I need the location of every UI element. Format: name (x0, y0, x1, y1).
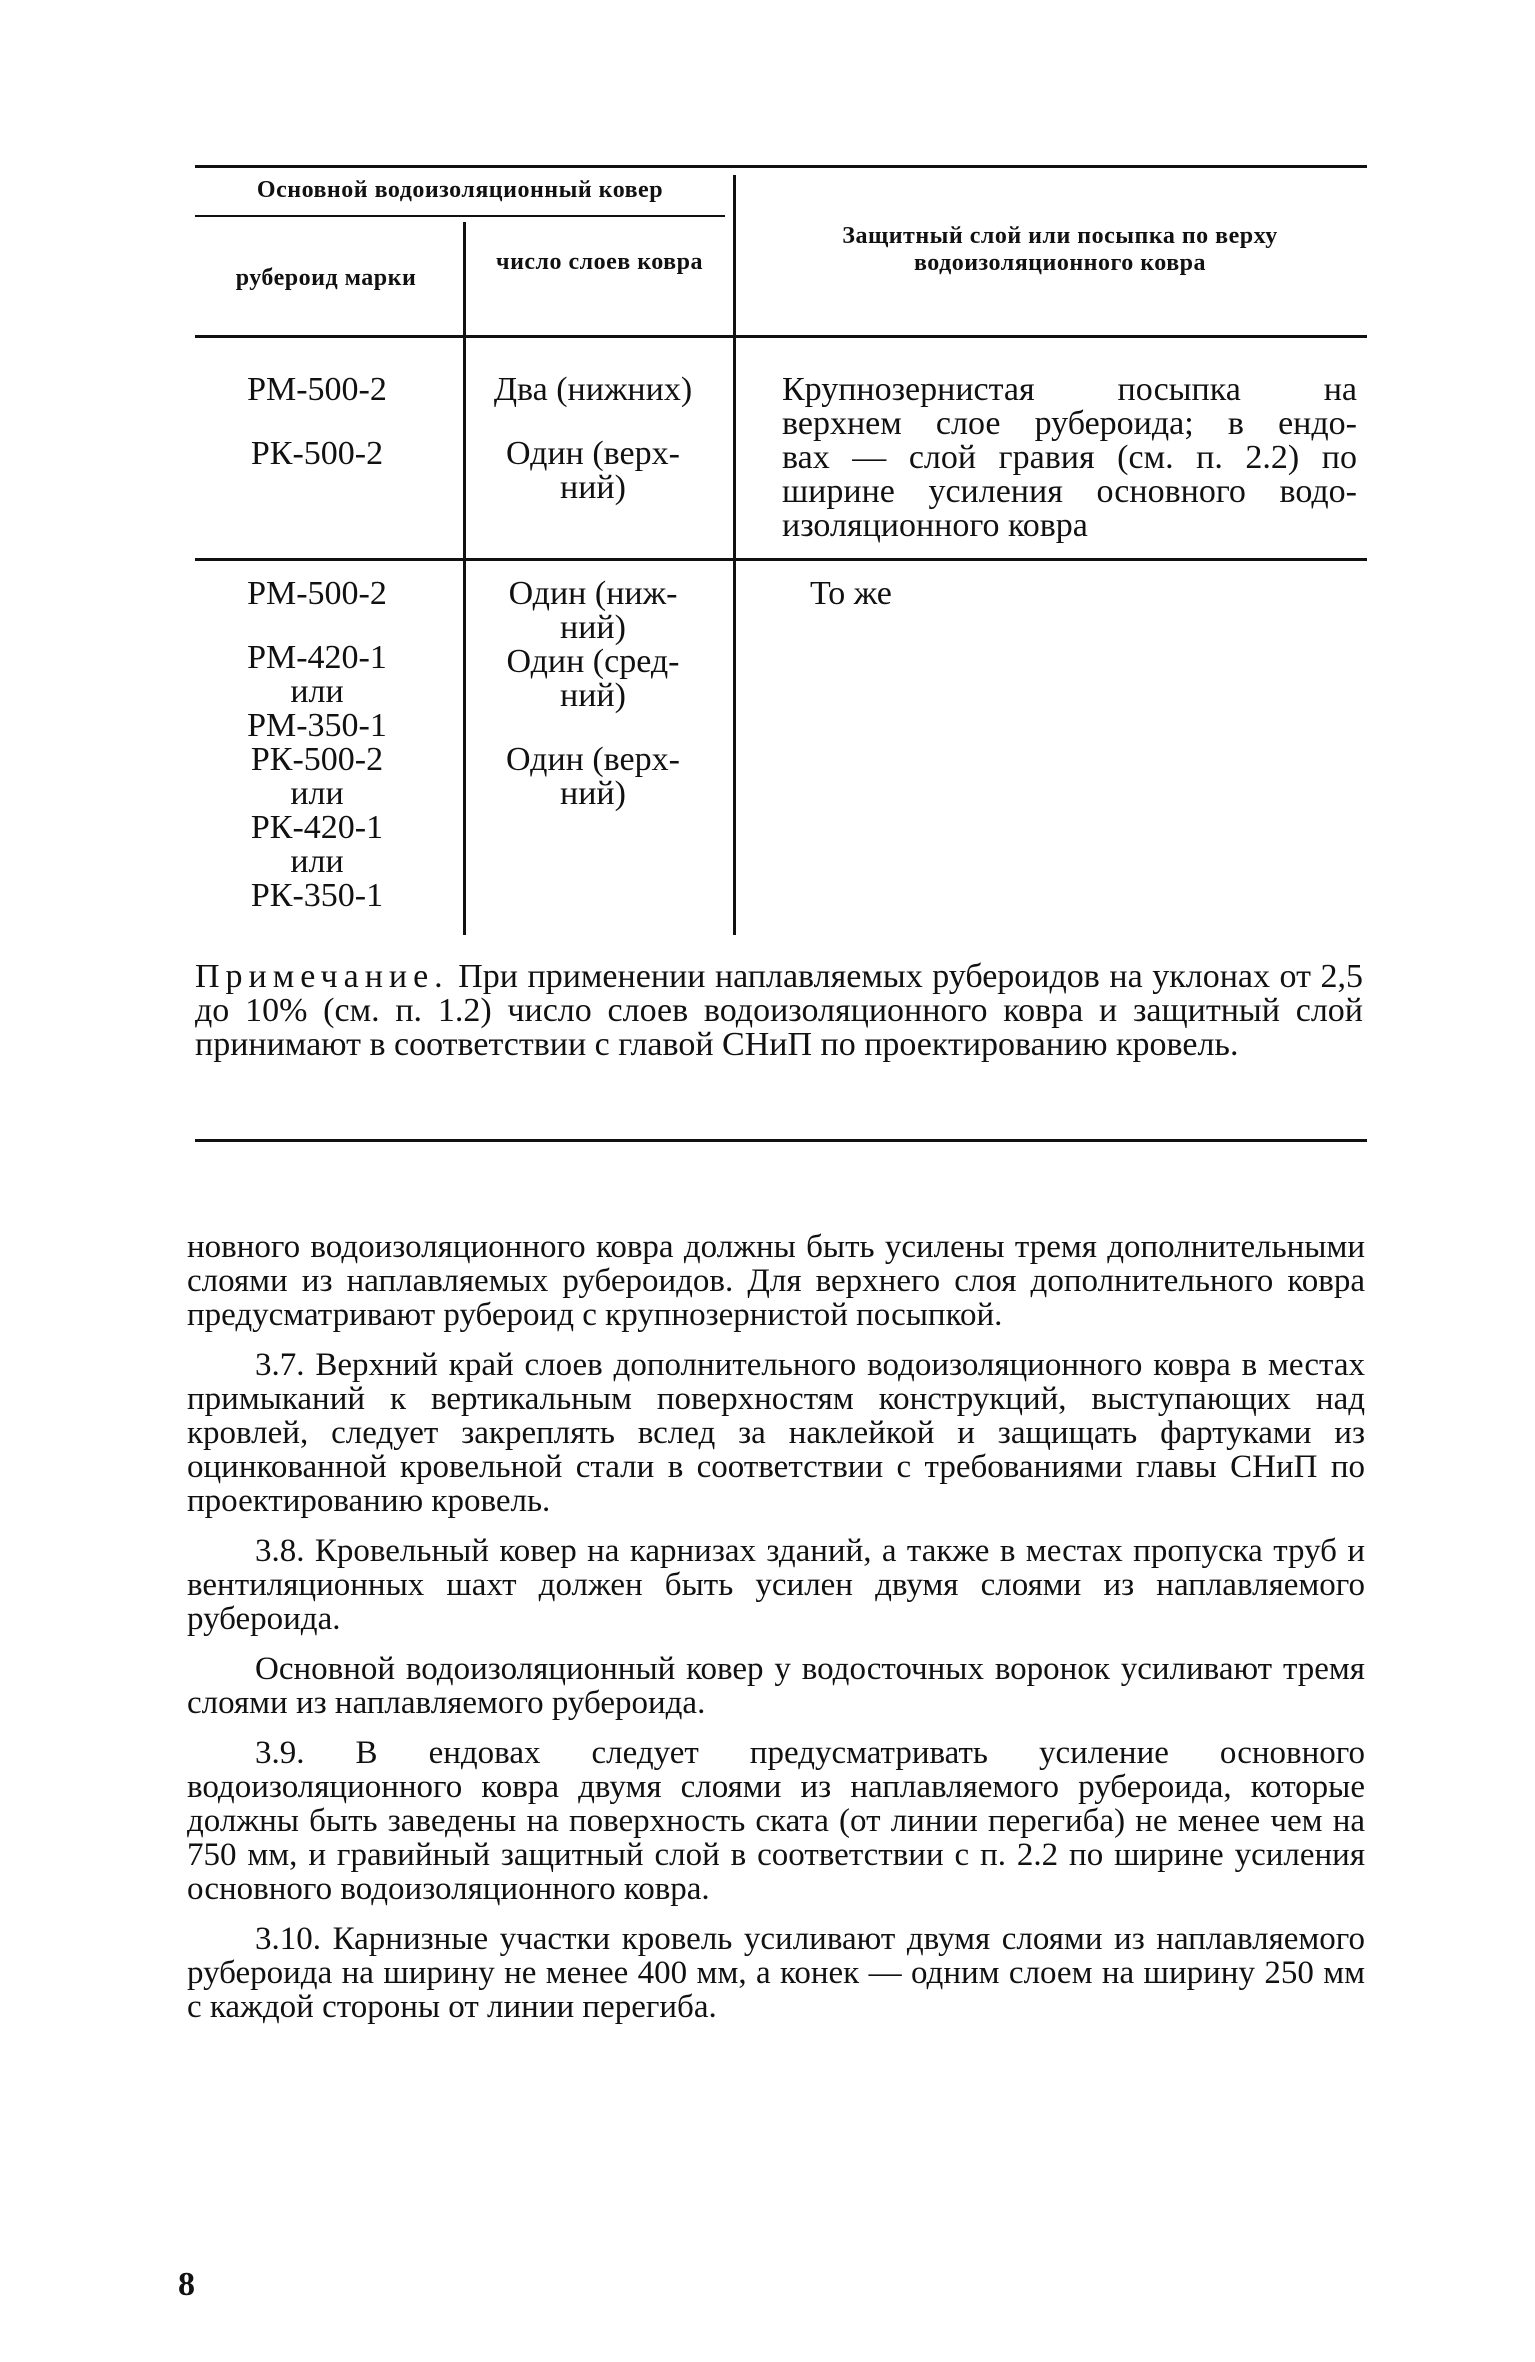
paragraph: 3.7. Верхний край слоев дополнительного водоизоляционного ковра в местах примыканий к вертикальным поверхностям конструкций, выступающих над кровлей, следует закреплять вслед за наклейкой и защищать фартуками из оцинкованной кровельной стали в соответствии с требованиями главы СНиП по проектированию кровель. (187, 1347, 1365, 1519)
table-cell: То же (810, 575, 892, 612)
row1-layers (473, 373, 713, 505)
table-top-rule (195, 165, 1367, 168)
table-cell: ний) (560, 609, 626, 646)
table-cell: Один (ниж- (508, 575, 678, 612)
table-cell: ний) (560, 775, 626, 812)
table-col-divider-2 (733, 175, 736, 935)
table-cell: ний) (560, 677, 626, 714)
row1-brands (237, 373, 397, 471)
table-group-rule (195, 215, 725, 217)
section-divider (195, 1139, 1367, 1142)
table-row-rule (195, 558, 1367, 561)
table-header-rule (195, 335, 1367, 338)
paragraph: новного водоизоляционного ковра должны быть усилены тремя дополнительными слоями из наплавляемых рубероидов. Для верхнего слоя дополнительного ковра предусматривают рубероид с крупнозернистой посыпкой. (187, 1229, 1365, 1333)
col-header-layers: число слоев ковра (496, 249, 703, 275)
table-cell: изоляционного ковра (782, 507, 1088, 544)
row2-layers (473, 577, 713, 811)
col-header-brand: рубероид марки (235, 265, 417, 291)
table-cell: ширине усиления основного водо- (782, 473, 1357, 510)
table-cell: Крупнозернистая посыпка на (782, 371, 1357, 408)
table-cell: РК-500-2 (250, 741, 384, 778)
table-cell: РМ-500-2 (247, 371, 387, 408)
table-cell: или (290, 843, 344, 880)
table-cell: ний) (560, 469, 626, 506)
table-cell: РК-500-2 (250, 435, 384, 472)
body-text (187, 1230, 1365, 2040)
col-header-protective: Защитный слой или посыпка по верху водоизоляционного ковра (842, 223, 1278, 276)
table-cell: РК-420-1 (250, 809, 384, 846)
row2-protective (810, 577, 1385, 611)
table-cell: или (290, 775, 344, 812)
paragraph: 3.10. Карнизные участки кровель усиливают двумя слоями из наплавляемого рубероида на ширину не менее 400 мм, а конек — одним слоем на ширину 250 мм с каждой стороны от линии перегиба. (187, 1921, 1365, 2025)
roofing-table (195, 165, 1367, 935)
table-cell: или (290, 673, 344, 710)
table-note (195, 960, 1363, 1062)
table-cell: Один (верх- (506, 435, 680, 472)
table-cell: РМ-350-1 (247, 707, 387, 744)
table-cell: РМ-420-1 (247, 639, 387, 676)
row2-brands (237, 577, 397, 913)
paragraph: 3.8. Кровельный ковер на карнизах зданий, а также в местах пропуска труб и вентиляционных шахт должен быть усилен двумя слоями из наплавляемого рубероида. (187, 1533, 1365, 1637)
page-number: 8 (178, 2266, 195, 2303)
table-cell: Один (верх- (506, 741, 680, 778)
table-col-divider-1 (463, 222, 466, 935)
note-label: Примечание. (195, 958, 449, 995)
row1-protective (782, 373, 1357, 543)
table-cell: вах — слой гравия (см. п. 2.2) по (782, 439, 1357, 476)
paragraph: Основной водоизоляционный ковер у водосточных воронок усиливают тремя слоями из наплавляемого рубероида. (187, 1651, 1365, 1721)
paragraph: 3.9. В ендовах следует предусматривать усиление основного водоизоляционного ковра двумя слоями из наплавляемого рубероида, которые должны быть заведены на поверхность ската (от линии перегиба) не менее чем на 750 мм, и гравийный защитный слой в соответствии с п. 2.2 по ширине усиления основного водоизоляционного ковра. (187, 1735, 1365, 1907)
table-group-header: Основной водоизоляционный ковер (256, 177, 664, 203)
table-cell: Два (нижних) (493, 371, 693, 408)
table-cell: Один (сред- (506, 643, 680, 680)
table-cell: верхнем слое рубероида; в ендо- (782, 405, 1357, 442)
note-text: При применении наплавляемых рубероидов на уклонах от 2,5 до 10% (см. п. 1.2) число слоев водоизоляционного ковра и защитный слой принимают в соответствии с главой СНиП по проектированию кровель. (195, 958, 1363, 1063)
table-cell: РМ-500-2 (247, 575, 387, 612)
table-cell: РК-350-1 (250, 877, 384, 914)
